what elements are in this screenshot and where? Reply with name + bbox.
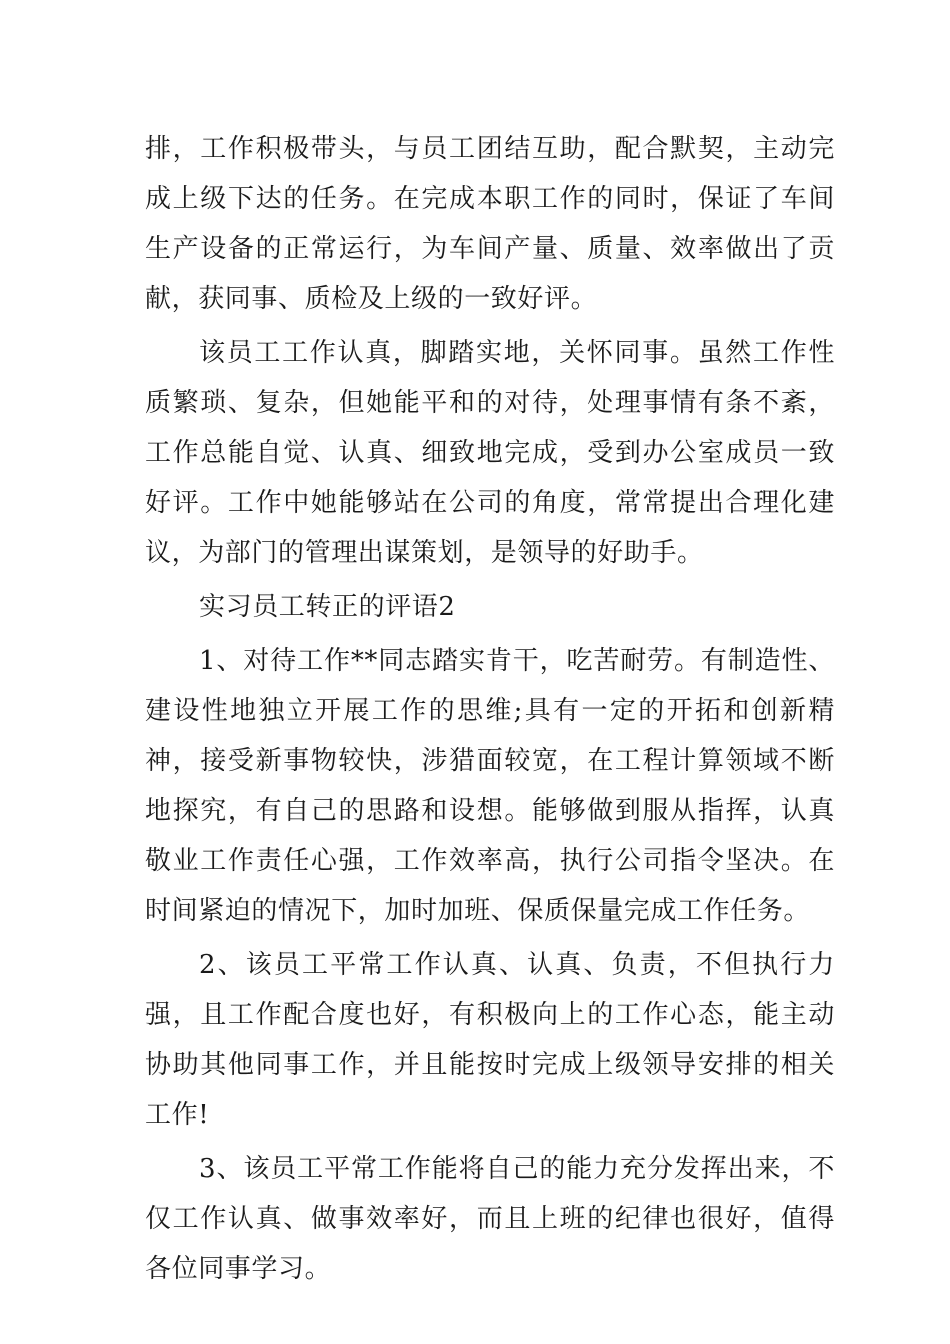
document-body bbox=[145, 124, 835, 1294]
section-heading: 实习员工转正的评语2 bbox=[199, 592, 456, 622]
paragraph-item-3: 3、该员工平常工作能将自己的能力充分发挥出来，不仅工作认真、做事效率好，而且上班的纪律也很好，值得各位同事学习。 bbox=[145, 1154, 835, 1284]
paragraph-1: 排，工作积极带头，与员工团结互助，配合默契，主动完成上级下达的任务。在完成本职工作的同时，保证了车间生产设备的正常运行，为车间产量、质量、效率做出了贡献，获同事、质检及上级的一致好评。 bbox=[145, 134, 835, 314]
paragraph-2: 该员工工作认真，脚踏实地，关怀同事。虽然工作性质繁琐、复杂，但她能平和的对待，处理事情有条不紊，工作总能自觉、认真、细致地完成，受到办公室成员一致好评。工作中她能够站在公司的角度，常常提出合理化建议，为部门的管理出谋策划，是领导的好助手。 bbox=[145, 338, 835, 568]
paragraph-item-1: 1、对待工作**同志踏实肯干，吃苦耐劳。有制造性、建设性地独立开展工作的思维;具有一定的开拓和创新精神，接受新事物较快，涉猎面较宽，在工程计算领域不断地探究，有自己的思路和设想。能够做到服从指挥，认真敬业工作责任心强，工作效率高，执行公司指令坚决。在时间紧迫的情况下，加时加班、保质保量完成工作任务。 bbox=[145, 646, 835, 926]
paragraph-item-2: 2、该员工平常工作认真、认真、负责，不但执行力强，且工作配合度也好，有积极向上的工作心态，能主动协助其他同事工作，并且能按时完成上级领导安排的相关工作! bbox=[145, 950, 835, 1130]
